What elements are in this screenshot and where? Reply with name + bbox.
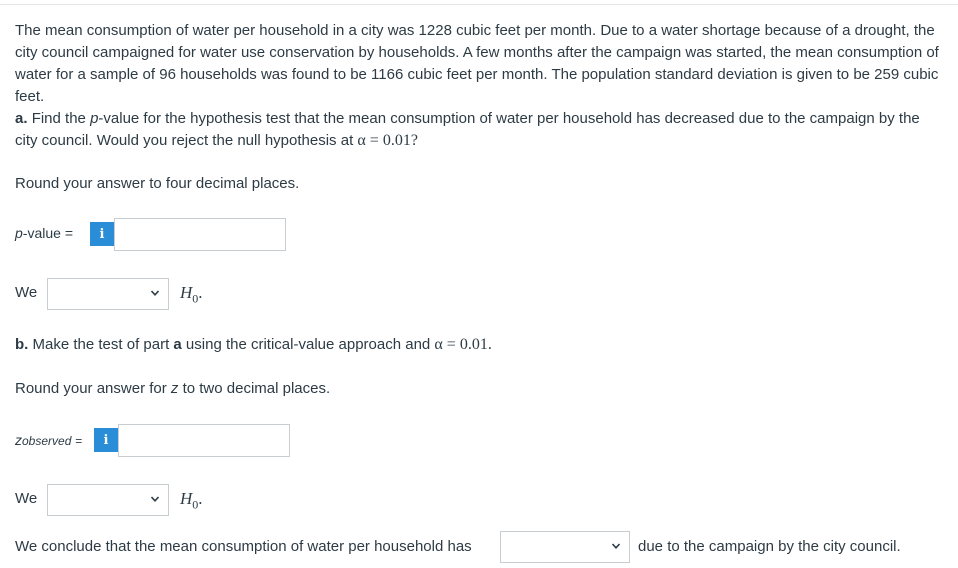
round-instruction-a: Round your answer to four decimal places. (15, 175, 300, 192)
decision-a-prefix: We (15, 284, 38, 301)
chevron-down-icon (611, 541, 621, 551)
part-a-label: a. (15, 110, 28, 127)
part-b-label: b. (15, 336, 29, 353)
h0-symbol-a: $H_0$. (180, 283, 203, 306)
info-icon[interactable]: i (90, 222, 114, 246)
alpha-expression: α = 0.01 (357, 132, 411, 149)
alpha-expression-b: α = 0.01 (434, 336, 488, 353)
problem-intro: The mean consumption of water per household in a city was 1228 cubic feet per month. Due to a water shortage because of a drought, the city council campaigned for water use conservation by households. A few months after the campaign was started, the mean consumption of water for a sample of 96 households was found to be 1166 cubic feet per month. The population standard deviation is given to be 259 cubic feet. (15, 22, 939, 105)
decision-a-select[interactable] (47, 278, 169, 310)
conclusion-text-before: We conclude that the mean consumption of water per household has (15, 538, 472, 555)
decision-b-prefix: We (15, 490, 38, 507)
part-a-question: a. Find the p-value for the hypothesis test that the mean consumption of water per household has decreased due to the campaign by the city council. Would you reject the null hypothesis at α = 0.01? (15, 110, 920, 149)
chevron-down-icon (150, 494, 160, 504)
z-observed-input[interactable] (118, 424, 290, 457)
part-b-question: b. Make the test of part a using the critical-value approach and α = 0.01. (15, 336, 492, 353)
top-divider (0, 4, 958, 5)
problem-statement (15, 20, 945, 152)
chevron-down-icon (150, 288, 160, 298)
conclusion-select[interactable] (500, 531, 630, 563)
p-value-input[interactable] (114, 218, 286, 251)
z-observed-label: zobserved = (15, 432, 83, 448)
p-value-label: p-value = (15, 225, 73, 241)
info-icon[interactable]: i (94, 428, 118, 452)
round-instruction-b: Round your answer for z to two decimal places. (15, 380, 331, 397)
h0-symbol-b: $H_0$. (180, 489, 203, 512)
decision-b-select[interactable] (47, 484, 169, 516)
conclusion-text-after: due to the campaign by the city council. (638, 538, 901, 555)
